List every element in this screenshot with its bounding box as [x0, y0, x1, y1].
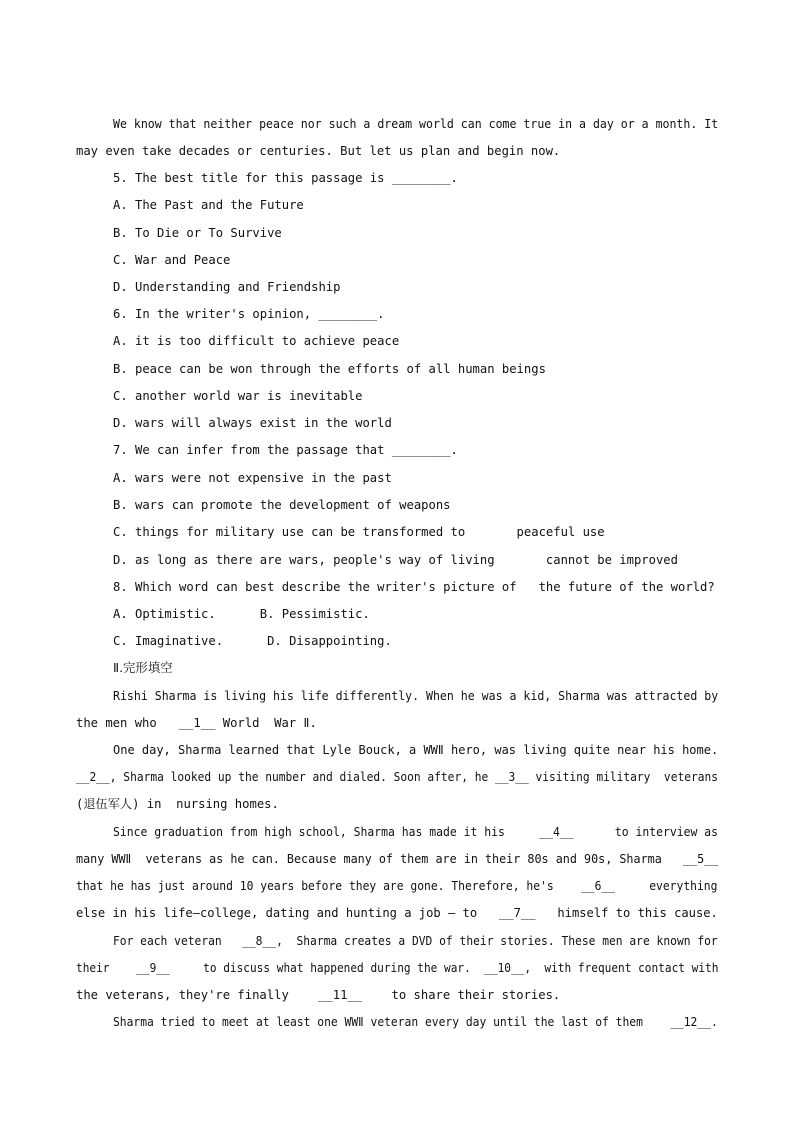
- cloze-line: Rishi Sharma is living his life differently. When he was a kid, Sharma was attracted by: [113, 689, 719, 703]
- answer-options-row: C. Imaginative. D. Disappointing.: [113, 634, 392, 648]
- answer-option: D. Understanding and Friendship: [113, 280, 341, 294]
- cloze-line: One day, Sharma learned that Lyle Bouck, a WWⅡ hero, was living quite near his home.: [113, 743, 719, 757]
- question-stem: 7. We can infer from the passage that ________.: [113, 443, 458, 457]
- cloze-line: else in his life—college, dating and hunting a job — to __7__ himself to this cause.: [76, 906, 718, 920]
- question-stem: 5. The best title for this passage is ________.: [113, 171, 458, 185]
- cloze-line: Since graduation from high school, Sharma has made it his __4__ to interview as: [113, 825, 719, 839]
- cloze-line: the veterans, they're finally __11__ to share their stories.: [76, 988, 561, 1002]
- cloze-line: __2__, Sharma looked up the number and dialed. Soon after, he __3__ visiting military veterans: [76, 770, 718, 784]
- answer-option: C. War and Peace: [113, 253, 231, 267]
- passage-line: We know that neither peace nor such a dream world can come true in a day or a month. It: [113, 117, 719, 131]
- cloze-line: Sharma tried to meet at least one WWⅡ veteran every day until the last of them __12__.: [113, 1015, 718, 1029]
- cloze-line: many WWⅡ veterans as he can. Because many of them are in their 80s and 90s, Sharma __5__: [76, 852, 719, 866]
- cloze-line: For each veteran __8__, Sharma creates a DVD of their stories. These men are known for: [113, 934, 718, 948]
- answer-option: D. wars will always exist in the world: [113, 416, 392, 430]
- section-title: Ⅱ.完形填空: [113, 660, 173, 675]
- answer-options-row: A. Optimistic. B. Pessimistic.: [113, 607, 370, 621]
- answer-option: B. wars can promote the development of weapons: [113, 498, 451, 512]
- passage-line: may even take decades or centuries. But let us plan and begin now.: [76, 144, 561, 158]
- answer-option: C. things for military use can be transformed to peaceful use: [113, 525, 605, 539]
- answer-option: B. peace can be won through the efforts of all human beings: [113, 362, 546, 376]
- cloze-line: that he has just around 10 years before they are gone. Therefore, he's __6__ everything: [76, 879, 718, 893]
- question-stem: 6. In the writer's opinion, ________.: [113, 307, 385, 321]
- cloze-line: their __9__ to discuss what happened during the war. __10__, with frequent contact with: [76, 961, 719, 975]
- answer-option: A. it is too difficult to achieve peace: [113, 334, 400, 348]
- answer-option: B. To Die or To Survive: [113, 226, 282, 240]
- answer-option: D. as long as there are wars, people's way of living cannot be improved: [113, 553, 678, 567]
- question-stem: 8. Which word can best describe the writer's picture of the future of the world?: [113, 580, 715, 594]
- answer-option: C. another world war is inevitable: [113, 389, 363, 403]
- answer-option: A. wars were not expensive in the past: [113, 471, 392, 485]
- cloze-line: (退伍军人) in nursing homes.: [76, 797, 279, 811]
- answer-option: A. The Past and the Future: [113, 198, 304, 212]
- cloze-line: the men who __1__ World War Ⅱ.: [76, 716, 317, 730]
